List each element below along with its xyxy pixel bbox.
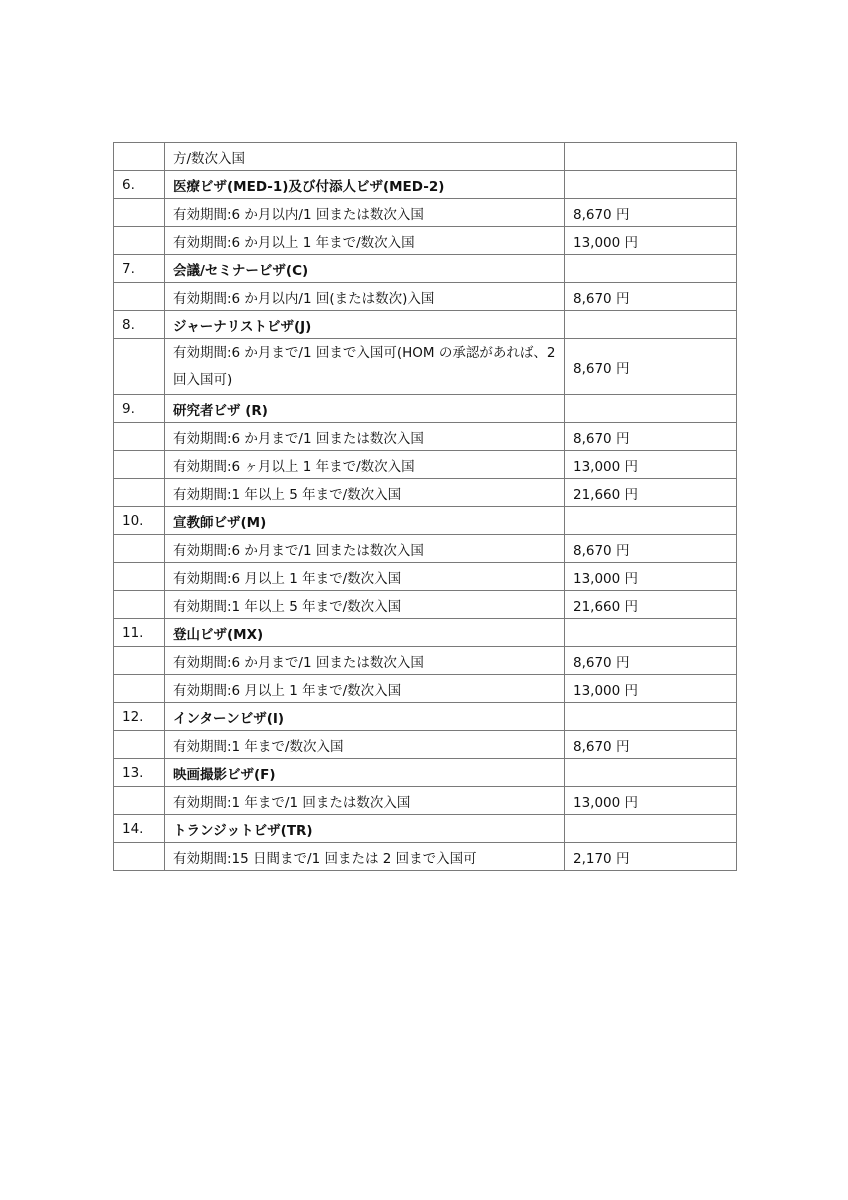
row-number-cell: 14.	[114, 815, 165, 843]
category-row	[114, 815, 737, 843]
fee-cell: 21,660 円	[565, 591, 737, 619]
row-number-cell	[114, 143, 165, 171]
table-row	[114, 563, 737, 591]
description-cell: 有効期間:1 年以上 5 年まで/数次入国	[165, 591, 565, 619]
description-cell: 研究者ビザ (R)	[165, 395, 565, 423]
row-number-cell: 11.	[114, 619, 165, 647]
fee-cell	[565, 815, 737, 843]
table-row	[114, 731, 737, 759]
row-number-cell	[114, 451, 165, 479]
table-row	[114, 283, 737, 311]
description-cell: 有効期間:6 月以上 1 年まで/数次入国	[165, 675, 565, 703]
table-row	[114, 423, 737, 451]
description-cell: 有効期間:1 年以上 5 年まで/数次入国	[165, 479, 565, 507]
description-cell: 有効期間:6 か月以上 1 年まで/数次入国	[165, 227, 565, 255]
table-row	[114, 339, 737, 395]
row-number-cell	[114, 647, 165, 675]
table-row	[114, 843, 737, 871]
table-row	[114, 479, 737, 507]
description-cell: インターンビザ(I)	[165, 703, 565, 731]
row-number-cell	[114, 227, 165, 255]
row-number-cell	[114, 339, 165, 395]
fee-cell	[565, 255, 737, 283]
row-number-cell	[114, 563, 165, 591]
row-number-cell: 9.	[114, 395, 165, 423]
fee-cell: 8,670 円	[565, 423, 737, 451]
description-cell: 会議/セミナービザ(C)	[165, 255, 565, 283]
fee-cell: 13,000 円	[565, 227, 737, 255]
row-number-cell	[114, 535, 165, 563]
fee-cell	[565, 395, 737, 423]
row-number-cell	[114, 731, 165, 759]
row-number-cell	[114, 199, 165, 227]
fee-cell	[565, 311, 737, 339]
fee-cell: 8,670 円	[565, 283, 737, 311]
category-row	[114, 255, 737, 283]
description-cell: 方/数次入国	[165, 143, 565, 171]
description-cell: 有効期間:1 年まで/1 回または数次入国	[165, 787, 565, 815]
row-number-cell: 12.	[114, 703, 165, 731]
table-row	[114, 675, 737, 703]
fee-cell	[565, 619, 737, 647]
row-number-cell: 10.	[114, 507, 165, 535]
description-cell: 有効期間:6 ヶ月以上 1 年まで/数次入国	[165, 451, 565, 479]
table-row	[114, 143, 737, 171]
fee-cell	[565, 171, 737, 199]
row-number-cell: 13.	[114, 759, 165, 787]
table-row	[114, 451, 737, 479]
table-row	[114, 591, 737, 619]
description-cell: 有効期間:6 か月まで/1 回または数次入国	[165, 535, 565, 563]
fee-cell: 8,670 円	[565, 647, 737, 675]
category-row	[114, 395, 737, 423]
fee-cell	[565, 759, 737, 787]
fee-cell: 13,000 円	[565, 787, 737, 815]
description-cell: 有効期間:6 か月まで/1 回または数次入国	[165, 647, 565, 675]
row-number-cell	[114, 591, 165, 619]
fee-cell: 2,170 円	[565, 843, 737, 871]
table-row	[114, 227, 737, 255]
description-cell: 医療ビザ(MED-1)及び付添人ビザ(MED-2)	[165, 171, 565, 199]
table-row	[114, 787, 737, 815]
row-number-cell: 7.	[114, 255, 165, 283]
category-row	[114, 507, 737, 535]
description-cell: 登山ビザ(MX)	[165, 619, 565, 647]
description-cell: ジャーナリストビザ(J)	[165, 311, 565, 339]
category-row	[114, 759, 737, 787]
row-number-cell	[114, 787, 165, 815]
description-cell: 有効期間:6 か月まで/1 回まで入国可(HOM の承認があれば、2 回入国可)	[165, 339, 565, 395]
category-row	[114, 171, 737, 199]
row-number-cell	[114, 479, 165, 507]
description-cell: 宣教師ビザ(M)	[165, 507, 565, 535]
fee-cell: 8,670 円	[565, 339, 737, 395]
fee-cell	[565, 143, 737, 171]
category-row	[114, 703, 737, 731]
description-cell: 有効期間:15 日間まで/1 回または 2 回まで入国可	[165, 843, 565, 871]
category-row	[114, 619, 737, 647]
fee-cell: 13,000 円	[565, 563, 737, 591]
description-cell: 有効期間:6 月以上 1 年まで/数次入国	[165, 563, 565, 591]
row-number-cell	[114, 283, 165, 311]
fee-cell: 13,000 円	[565, 675, 737, 703]
fee-cell: 8,670 円	[565, 731, 737, 759]
fee-cell: 21,660 円	[565, 479, 737, 507]
description-cell: トランジットビザ(TR)	[165, 815, 565, 843]
fee-cell	[565, 507, 737, 535]
row-number-cell: 8.	[114, 311, 165, 339]
table-body	[114, 143, 737, 871]
description-cell: 有効期間:6 か月まで/1 回または数次入国	[165, 423, 565, 451]
fee-cell	[565, 703, 737, 731]
table-row	[114, 647, 737, 675]
description-cell: 映画撮影ビザ(F)	[165, 759, 565, 787]
category-row	[114, 311, 737, 339]
row-number-cell	[114, 675, 165, 703]
description-cell: 有効期間:6 か月以内/1 回(または数次)入国	[165, 283, 565, 311]
description-cell: 有効期間:6 か月以内/1 回または数次入国	[165, 199, 565, 227]
table-row	[114, 535, 737, 563]
description-cell: 有効期間:1 年まで/数次入国	[165, 731, 565, 759]
row-number-cell: 6.	[114, 171, 165, 199]
table-row	[114, 199, 737, 227]
row-number-cell	[114, 423, 165, 451]
row-number-cell	[114, 843, 165, 871]
visa-fee-table	[113, 142, 737, 871]
fee-cell: 13,000 円	[565, 451, 737, 479]
fee-cell: 8,670 円	[565, 535, 737, 563]
fee-cell: 8,670 円	[565, 199, 737, 227]
